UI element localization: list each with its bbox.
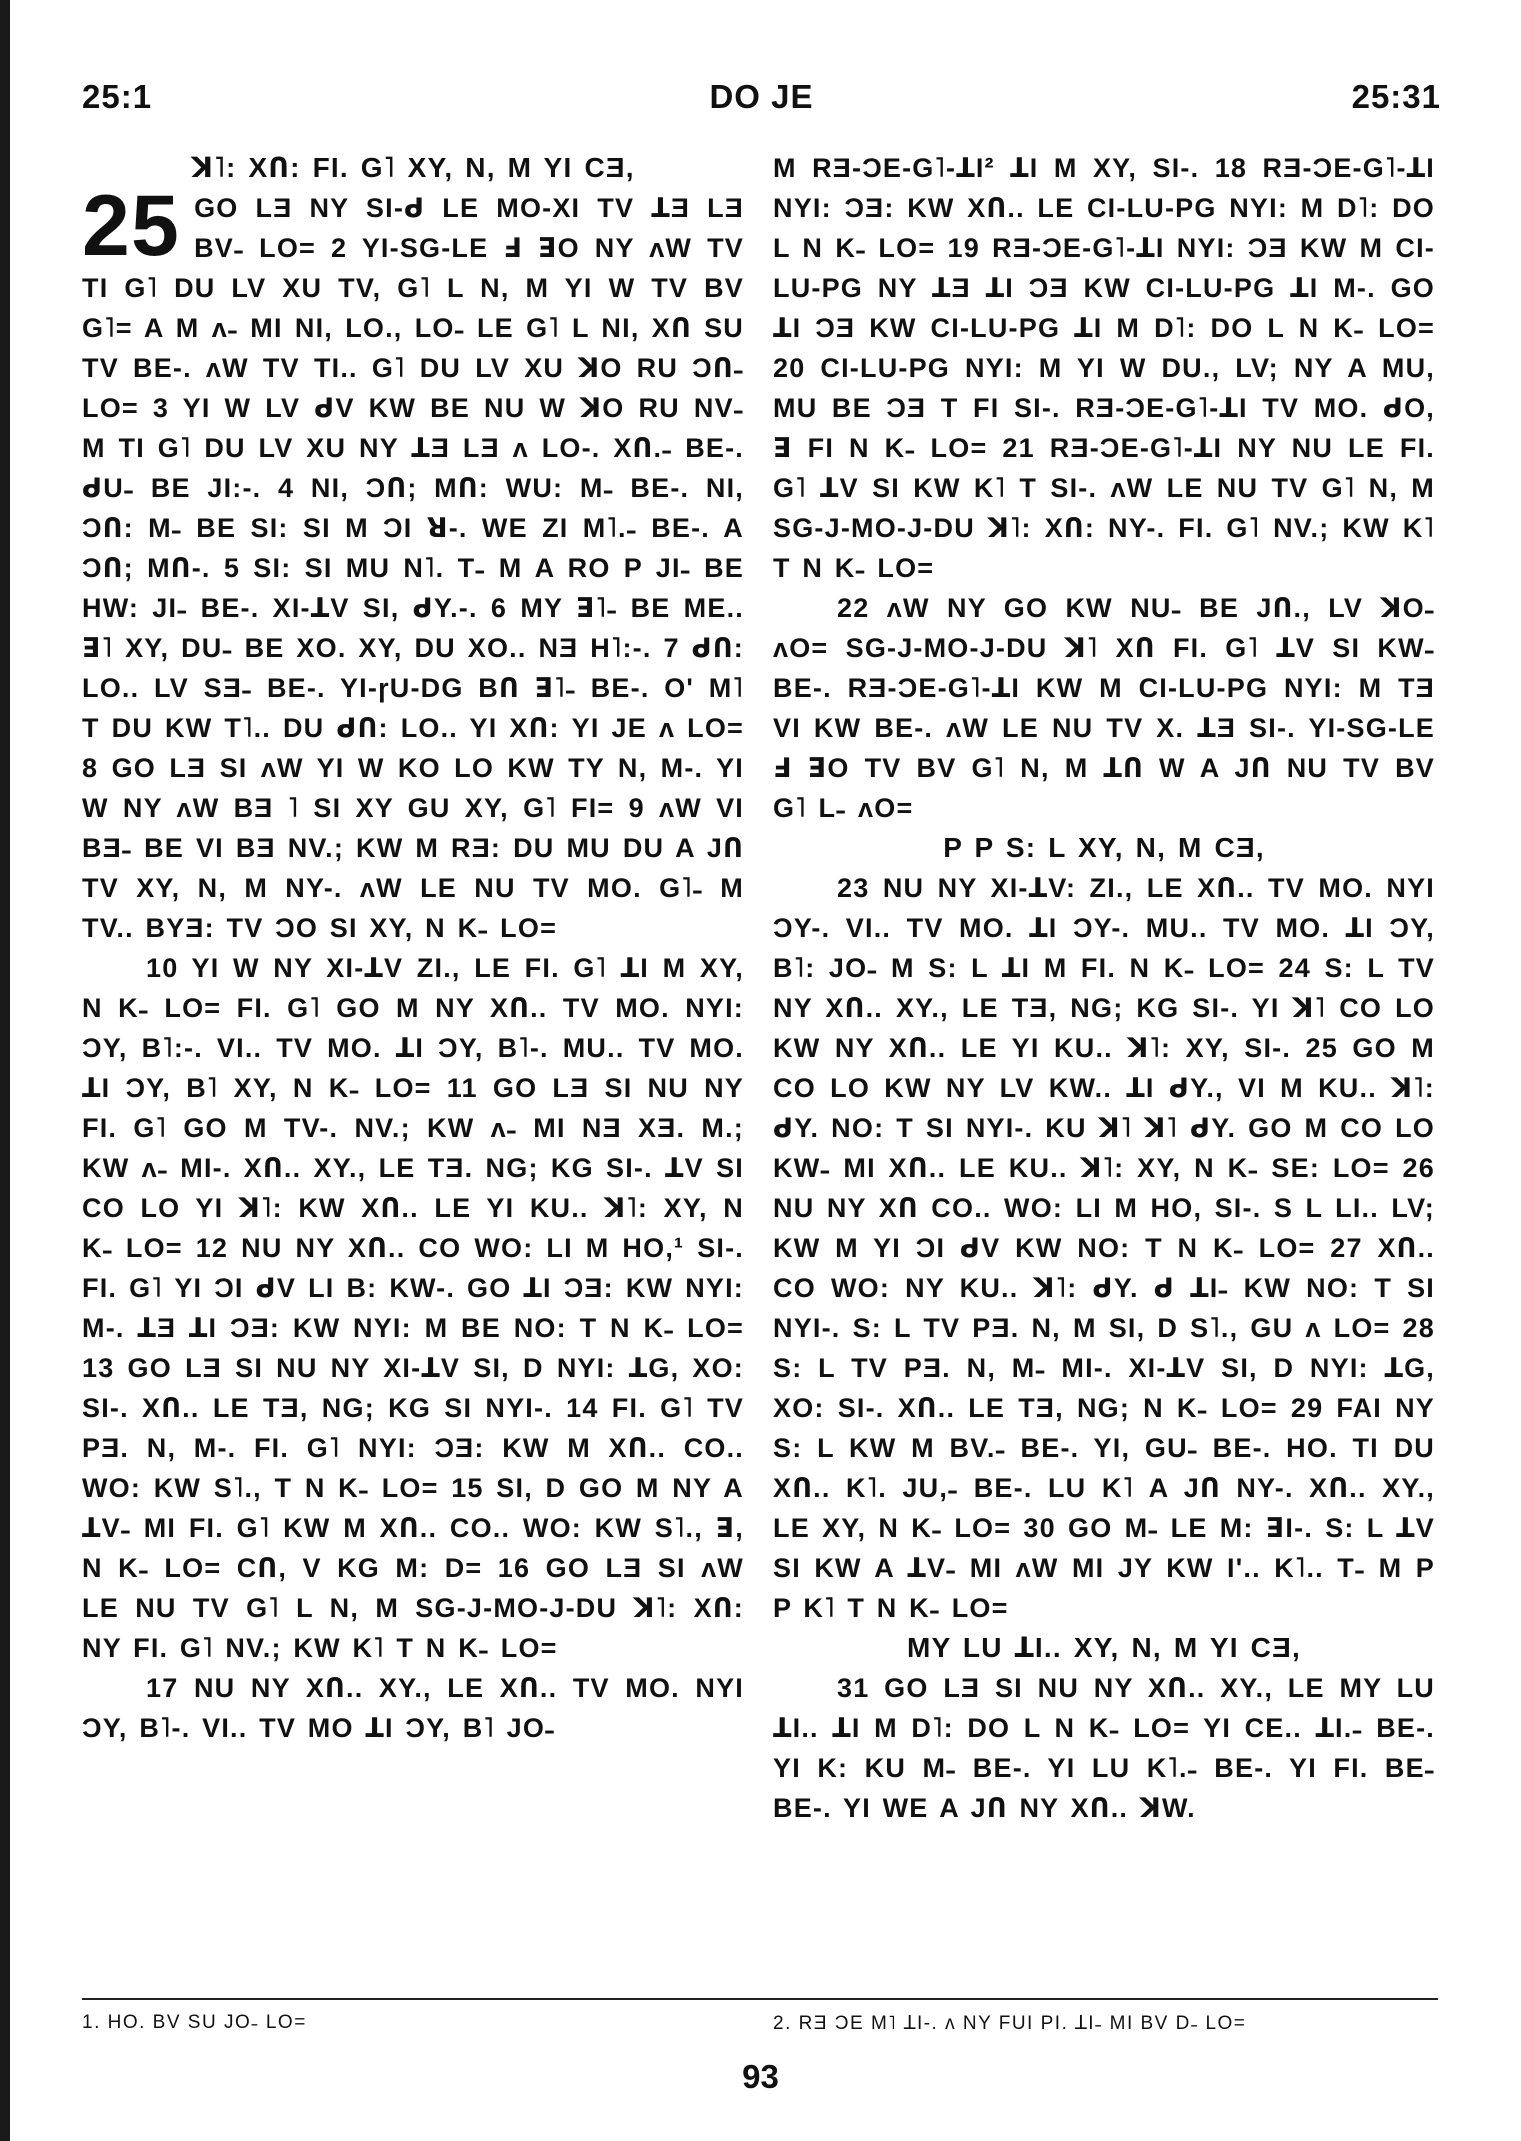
footnote-2: 2. RƎ ƆE M˥ ꓕI-. ʌ NY FUI PI. ꓕI˗ MI BV D˗ LO= bbox=[773, 2013, 1247, 2034]
footnote-divider bbox=[82, 1998, 1438, 2000]
paragraph: 31 GO LƎ SI NU NY XՈ.. XY., LE MY LU ꓕI.. ꓕI M D˥: DO L N K˗ LO= YI CE.. ꓕI.˗ BE-. YI K: KU M˗ BE-. YI LU K˥.˗ BE-. YI FI. BE˗ BE-. YI WE A JՈ NY XՈ.. ꓘW. bbox=[773, 1673, 1435, 1823]
paragraph: 22 ʌW NY GO KW NU˗ BE JՈ., LV ꓘO˗ ʌO= SG-J-MO-J-DU ꓘ˥ XՈ FI. G˥ ꓕV SI KW˗ BE-. RƎ-ƆE-G˥-ꓕI KW M CI-LU-PG NYI: M TƎ VI KW BE-. ʌW LE NU TV X. ꓕƎ SI-. YI-SG-LE Ⅎ ꓱO TV BV G˥ N, M ꓕՈ W A JՈ NU TV BV G˥ L˗ ʌO= bbox=[773, 593, 1435, 823]
paragraph: 10 YI W NY XI-ꓕV ZI., LE FI. G˥ ꓕI M XY, N K˗ LO= FI. G˥ GO M NY XՈ.. TV MO. NYI: ƆY, B˥:-. VI.. TV MO. ꓕI ƆY, B˥-. MU.. TV MO. ꓕI ƆY, B˥ XY, N K˗ LO= 11 GO LƎ SI NU NY FI. G˥ GO M TV-. NV.; KW ʌ˗ MI NƎ XƎ. M.; KW ʌ˗ MI-. XՈ.. XY., LE TƎ. NG; KG SI-. ꓕV SI CO LO YI ꓘ˥: KW XՈ.. LE YI KU.. ꓘ˥: XY, N K˗ LO= 12 NU NY XՈ.. CO WO: LI M HO,¹ SI-. FI. G˥ YI ƆI ᑯV LI B: KW-. GO ꓕI ƆƎ: KW NYI: M-. ꓕƎ ꓕI ƆƎ: KW NYI: M BE NO: T N K˗ LO= 13 GO LƎ SI NU NY XI-ꓕV SI, D NYI: ꓕG, XO: SI-. XՈ.. LE TƎ, NG; KG SI NYI-. 14 FI. G˥ TV PƎ. N, M-. FI. G˥ NYI: ƆƎ: KW M XՈ.. CO.. WO: KW S˥., T N K˗ LO= 15 SI, D GO M NY A ꓕV˗ MI FI. G˥ KW M XՈ.. CO.. WO: KW S˥., ꓱ, N K˗ LO= CՈ, V KG M: D= 16 GO LƎ SI ʌW LE NU TV G˥ L N, M SG-J-MO-J-DU ꓘ˥: XՈ: NY FI. G˥ NV.; KW K˥ T N K˗ LO= bbox=[82, 953, 744, 1663]
section-heading: P P S: L XY, N, M CƎ, bbox=[943, 832, 1265, 863]
paragraph: 17 NU NY XՈ.. XY., LE XՈ.. TV MO. NYI ƆY, B˥-. VI.. TV MO ꓕI ƆY, B˥ JO˗ bbox=[82, 1673, 744, 1743]
paragraph bbox=[82, 178, 744, 948]
footnote-1: 1. HO. BV SU JO˗ LO= bbox=[82, 2012, 307, 2033]
header-range-end: 25:31 bbox=[1351, 78, 1441, 115]
left-column bbox=[82, 148, 744, 1748]
right-column bbox=[773, 148, 1435, 1828]
paragraph-text: GO LƎ NY SI-ᑯ LE MO-XI TV ꓕƎ LƎ BV˗ LO= 2 YI-SG-LE Ⅎ ꓱO NY ʌW TV TI G˥ DU LV XU TV, G˥ L N, M YI W TV BV G˥= A M ʌ˗ MI NI, LO., LO˗ LE G˥ L NI, XՈ SU TV BE-. ʌW TV TI.. G˥ DU LV XU ꓘO RU ƆՈ˗ LO= 3 YI W LV ᑯV KW BE NU W ꓘO RU NV˗ M TI G˥ DU LV XU NY ꓕƎ LƎ ʌ LO-. XՈ.˗ BE-. ᑯU˗ BE JI:-. 4 NI, ƆՈ; MՈ: WU: M˗ BE-. NI, ƆՈ: M˗ BE SI: SI M ƆI ꓤ-. WE ZI M˥.˗ BE-. A ƆՈ; MՈ-. 5 SI: SI MU N˥. T˗ M A RO P JI˗ BE HW: JI˗ BE-. XI-ꓕV SI, ᑯY.-. 6 MY ꓱ˥˗ BE ME.. ꓱ˥ XY, DU˗ BE XO. XY, DU XO.. NƎ H˥:-. 7 ᑯՈ: LO.. LV SƎ˗ BE-. YI-ɼU-DG BՈ ꓱ˥˗ BE-. O' M˥ T DU KW T˥.. DU ᑯՈ: LO.. YI XՈ: YI JE ʌ LO= 8 GO LƎ SI ʌW YI W KO LO KW TY N, M-. YI W NY ʌW BƎ ˥ SI XY GU XY, G˥ FI= 9 ʌW VI BƎ˗ BE VI BƎ NV.; KW M RƎ: DU MU DU A JՈ TV XY, N, M NY-. ʌW LE NU TV MO. G˥˗ M TV.. BYƎ: TV ƆO SI XY, N K˗ LO= bbox=[82, 193, 744, 943]
header-range-start: 25:1 bbox=[82, 78, 153, 115]
header-book-title: DO JE bbox=[709, 78, 814, 115]
paragraph: M RƎ-ƆE-G˥-ꓕI² ꓕI M XY, SI-. 18 RƎ-ƆE-G˥-ꓕI NYI: ƆƎ: KW XՈ.. LE CI-LU-PG NYI: M D˥: DO L N K˗ LO= 19 RƎ-ƆE-G˥-ꓕI NYI: ƆƎ KW M CI-LU-PG NY ꓕƎ ꓕI ƆƎ KW CI-LU-PG ꓕI M-. GO ꓕI ƆƎ KW CI-LU-PG ꓕI M D˥: DO L N K˗ LO= 20 CI-LU-PG NYI: M YI W DU., LV; NY A MU, MU BE ƆƎ T FI SI-. RƎ-ƆE-G˥-ꓕI TV MO. ᑯO, ꓱ FI N K˗ LO= 21 RƎ-ƆE-G˥-ꓕI NY NU LE FI. G˥ ꓕV SI KW K˥ T SI-. ʌW LE NU TV G˥ N, M SG-J-MO-J-DU ꓘ˥: XՈ: NY-. FI. G˥ NV.; KW K˥ T N K˗ LO= bbox=[773, 153, 1435, 583]
section-heading: ꓘ˥: XՈ: FI. G˥ XY, N, M YI CƎ, bbox=[191, 152, 635, 183]
section-heading: MY LU ꓕI.. XY, N, M YI CƎ, bbox=[907, 1632, 1301, 1663]
running-header bbox=[82, 78, 1441, 128]
chapter-number: 25 bbox=[82, 178, 181, 274]
page-edge-shadow bbox=[0, 0, 10, 2141]
page-number: 93 bbox=[742, 2058, 779, 2095]
paragraph: 23 NU NY XI-ꓕV: ZI., LE XՈ.. TV MO. NYI ƆY-. VI.. TV MO. ꓕI ƆY-. MU.. TV MO. ꓕI ƆY, B˥: JO˗ M S: L ꓕI M FI. N K˗ LO= 24 S: L TV NY XՈ.. XY., LE TƎ, NG; KG SI-. YI ꓘ˥ CO LO KW NY XՈ.. LE YI KU.. ꓘ˥: XY, SI-. 25 GO M CO LO KW NY LV KW.. ꓕI ᑯY., VI M KU.. ꓘ˥: ᑯY. NO: T SI NYI-. KU ꓘ˥ ꓘ˥ ᑯY. GO M CO LO KW˗ MI XՈ.. LE KU.. ꓘ˥: XY, N K˗ SE: LO= 26 NU NY XՈ CO.. WO: LI M HO, SI-. S L LI.. LV; KW M YI ƆI ᑯV KW NO: T N K˗ LO= 27 XՈ.. CO WO: NY KU.. ꓘ˥: ᑯY. ᑯ ꓕI˗ KW NO: T SI NYI-. S: L TV PƎ. N, M SI, D S˥., GU ʌ LO= 28 S: L TV PƎ. N, M˗ MI-. XI-ꓕV SI, D NYI: ꓕG, XO: SI-. XՈ.. LE TƎ, NG; N K˗ LO= 29 FAI NY S: L KW M BV.˗ BE-. YI, GU˗ BE-. HO. TI DU XՈ.. K˥. JU,˗ BE-. LU K˥ A JՈ NY-. XՈ.. XY., LE XY, N K˗ LO= 30 GO M˗ LE M: ꓱI-. S: L ꓕV SI KW A ꓕV˗ MI ʌW MI JY KW I'.. K˥.. T˗ M P P K˥ T N K˗ LO= bbox=[773, 873, 1435, 1623]
